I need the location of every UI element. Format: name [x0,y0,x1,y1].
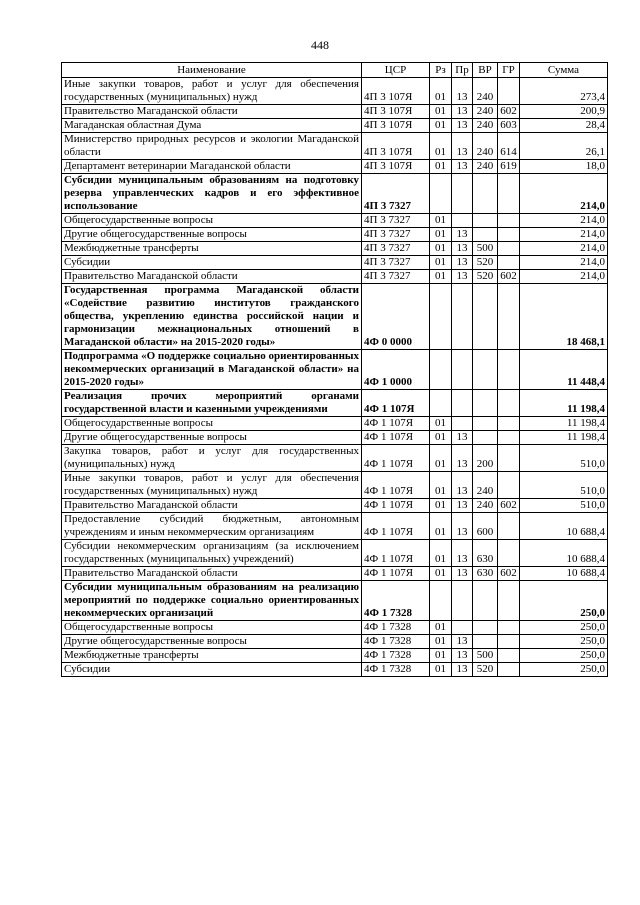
table-row [62,284,608,350]
row-vr-cell: 240 [473,472,498,499]
row-vr-cell: 500 [473,242,498,256]
row-sum-cell: 11 198,4 [520,431,608,445]
row-pr-cell: 13 [452,540,473,567]
row-name-cell: Общегосударственные вопросы [62,214,362,228]
row-csr-cell: 4Ф 1 7328 [362,635,430,649]
row-csr-cell: 4П 3 7327 [362,174,430,214]
row-gr-cell [498,350,520,390]
row-pr-cell [452,174,473,214]
row-pr-cell: 13 [452,228,473,242]
row-csr-cell: 4Ф 1 107Я [362,445,430,472]
row-vr-cell [473,581,498,621]
row-pr-cell: 13 [452,431,473,445]
table-row [62,228,608,242]
table-row [62,174,608,214]
row-rz-cell: 01 [430,635,452,649]
row-pr-cell: 13 [452,663,473,677]
row-vr-cell [473,174,498,214]
row-gr-cell: 603 [498,119,520,133]
row-pr-cell [452,581,473,621]
row-csr-cell: 4Ф 1 7328 [362,621,430,635]
row-pr-cell: 13 [452,160,473,174]
row-rz-cell: 01 [430,270,452,284]
row-pr-cell: 13 [452,635,473,649]
row-rz-cell: 01 [430,513,452,540]
table-row [62,431,608,445]
row-gr-cell: 602 [498,270,520,284]
row-gr-cell [498,472,520,499]
row-pr-cell: 13 [452,472,473,499]
row-sum-cell: 18 468,1 [520,284,608,350]
row-rz-cell: 01 [430,431,452,445]
row-csr-cell: 4Ф 1 107Я [362,567,430,581]
row-gr-cell [498,256,520,270]
header-gr: ГР [498,63,520,78]
row-rz-cell: 01 [430,417,452,431]
table-row [62,214,608,228]
row-pr-cell: 13 [452,133,473,160]
row-name-cell: Реализация прочих мероприятий органами государственной власти и казенными учреждениями [62,390,362,417]
header-rz: Рз [430,63,452,78]
row-csr-cell: 4П 3 107Я [362,105,430,119]
budget-table [61,62,608,677]
row-name-cell: Другие общегосударственные вопросы [62,431,362,445]
header-csr: ЦСР [362,63,430,78]
row-vr-cell: 520 [473,256,498,270]
row-name-cell: Министерство природных ресурсов и экологии Магаданской области [62,133,362,160]
row-vr-cell [473,228,498,242]
row-rz-cell: 01 [430,649,452,663]
row-rz-cell: 01 [430,242,452,256]
row-csr-cell: 4П 3 7327 [362,214,430,228]
row-vr-cell: 240 [473,499,498,513]
row-csr-cell: 4П 3 7327 [362,270,430,284]
row-vr-cell: 200 [473,445,498,472]
table-row [62,160,608,174]
row-rz-cell: 01 [430,472,452,499]
table-row [62,649,608,663]
row-sum-cell: 26,1 [520,133,608,160]
row-vr-cell: 240 [473,133,498,160]
row-sum-cell: 250,0 [520,635,608,649]
row-csr-cell: 4Ф 0 0000 [362,284,430,350]
row-name-cell: Правительство Магаданской области [62,567,362,581]
row-pr-cell [452,621,473,635]
row-gr-cell [498,581,520,621]
header-name: Наименование [62,63,362,78]
row-rz-cell: 01 [430,256,452,270]
row-csr-cell: 4П 3 7327 [362,256,430,270]
row-csr-cell: 4Ф 1 7328 [362,581,430,621]
row-sum-cell: 510,0 [520,445,608,472]
row-csr-cell: 4Ф 1 107Я [362,472,430,499]
row-gr-cell: 602 [498,105,520,119]
row-rz-cell: 01 [430,540,452,567]
table-row [62,256,608,270]
row-name-cell: Субсидии [62,663,362,677]
row-pr-cell [452,284,473,350]
row-vr-cell: 240 [473,105,498,119]
table-header-row [62,63,608,78]
header-sum: Сумма [520,63,608,78]
row-csr-cell: 4Ф 1 107Я [362,390,430,417]
row-sum-cell: 28,4 [520,119,608,133]
row-csr-cell: 4Ф 1 107Я [362,431,430,445]
row-sum-cell: 250,0 [520,621,608,635]
table-row [62,133,608,160]
row-gr-cell [498,649,520,663]
row-sum-cell: 10 688,4 [520,513,608,540]
header-pr: Пр [452,63,473,78]
row-vr-cell: 600 [473,513,498,540]
row-rz-cell: 01 [430,567,452,581]
row-name-cell: Закупка товаров, работ и услуг для государственных (муниципальных) нужд [62,445,362,472]
row-gr-cell [498,417,520,431]
row-gr-cell: 614 [498,133,520,160]
row-gr-cell [498,228,520,242]
row-csr-cell: 4Ф 1 107Я [362,513,430,540]
row-name-cell: Межбюджетные трансферты [62,649,362,663]
row-rz-cell: 01 [430,214,452,228]
row-sum-cell: 214,0 [520,228,608,242]
row-gr-cell [498,635,520,649]
row-csr-cell: 4П 3 107Я [362,160,430,174]
row-csr-cell: 4П 3 7327 [362,228,430,242]
row-vr-cell: 520 [473,270,498,284]
row-csr-cell: 4Ф 1 107Я [362,540,430,567]
row-gr-cell [498,284,520,350]
row-csr-cell: 4Ф 1 0000 [362,350,430,390]
row-name-cell: Правительство Магаданской области [62,499,362,513]
row-sum-cell: 214,0 [520,256,608,270]
row-vr-cell: 240 [473,160,498,174]
row-gr-cell: 602 [498,499,520,513]
row-name-cell: Правительство Магаданской области [62,270,362,284]
row-gr-cell [498,513,520,540]
row-gr-cell [498,214,520,228]
table-row [62,540,608,567]
row-gr-cell: 619 [498,160,520,174]
row-name-cell: Общегосударственные вопросы [62,621,362,635]
row-vr-cell [473,284,498,350]
row-name-cell: Департамент ветеринарии Магаданской области [62,160,362,174]
row-pr-cell: 13 [452,499,473,513]
row-csr-cell: 4Ф 1 7328 [362,663,430,677]
row-gr-cell [498,242,520,256]
row-name-cell: Другие общегосударственные вопросы [62,228,362,242]
row-rz-cell: 01 [430,499,452,513]
table-row [62,663,608,677]
row-name-cell: Магаданская областная Дума [62,119,362,133]
row-name-cell: Иные закупки товаров, работ и услуг для обеспечения государственных (муниципальных) нужд [62,472,362,499]
row-gr-cell [498,445,520,472]
table-row [62,621,608,635]
table-row [62,445,608,472]
row-sum-cell: 250,0 [520,581,608,621]
row-name-cell: Межбюджетные трансферты [62,242,362,256]
row-name-cell: Правительство Магаданской области [62,105,362,119]
row-sum-cell: 214,0 [520,242,608,256]
row-gr-cell [498,663,520,677]
row-sum-cell: 10 688,4 [520,540,608,567]
row-vr-cell [473,635,498,649]
row-name-cell: Субсидии муниципальным образованиям на реализацию мероприятий по поддержке социально ориентированных некоммерческих организаций [62,581,362,621]
row-vr-cell: 240 [473,119,498,133]
row-gr-cell [498,540,520,567]
row-sum-cell: 10 688,4 [520,567,608,581]
row-gr-cell [498,78,520,105]
row-csr-cell: 4П 3 107Я [362,119,430,133]
table-row [62,581,608,621]
row-sum-cell: 214,0 [520,214,608,228]
row-csr-cell: 4Ф 1 7328 [362,649,430,663]
row-rz-cell: 01 [430,105,452,119]
row-vr-cell: 520 [473,663,498,677]
table-row [62,270,608,284]
row-rz-cell [430,581,452,621]
row-pr-cell [452,214,473,228]
row-csr-cell: 4П 3 107Я [362,78,430,105]
row-gr-cell [498,390,520,417]
row-sum-cell: 11 448,4 [520,350,608,390]
header-vr: ВР [473,63,498,78]
table-row [62,390,608,417]
row-vr-cell [473,390,498,417]
row-vr-cell [473,214,498,228]
row-vr-cell [473,417,498,431]
row-rz-cell [430,284,452,350]
row-sum-cell: 200,9 [520,105,608,119]
row-name-cell: Государственная программа Магаданской области «Содействие развитию институтов гражданского общества, укреплению единства российской нации и гармонизации межнациональных отношений в Магаданской области» на 2015-2020 годы» [62,284,362,350]
row-vr-cell [473,350,498,390]
table-row [62,105,608,119]
table-body [62,78,608,677]
table-row [62,472,608,499]
row-vr-cell [473,621,498,635]
row-pr-cell: 13 [452,78,473,105]
row-rz-cell: 01 [430,160,452,174]
row-csr-cell: 4Ф 1 107Я [362,499,430,513]
row-name-cell: Предоставление субсидий бюджетным, автономным учреждениям и иным некоммерческим организациям [62,513,362,540]
row-pr-cell: 13 [452,119,473,133]
row-rz-cell: 01 [430,621,452,635]
row-name-cell: Подпрограмма «О поддержке социально ориентированных некоммерческих организаций в Магаданской области» на 2015-2020 годы» [62,350,362,390]
table-row [62,119,608,133]
row-rz-cell: 01 [430,119,452,133]
table-row [62,499,608,513]
row-name-cell: Субсидии некоммерческим организациям (за исключением государственных (муниципальных) учреждений) [62,540,362,567]
table-row [62,78,608,105]
row-rz-cell: 01 [430,228,452,242]
row-vr-cell: 630 [473,567,498,581]
page-number: 448 [311,38,329,52]
row-csr-cell: 4П 3 7327 [362,242,430,256]
row-name-cell: Субсидии муниципальным образованиям на подготовку резерва управленческих кадров и его эффективное использование [62,174,362,214]
row-name-cell: Другие общегосударственные вопросы [62,635,362,649]
row-gr-cell [498,174,520,214]
row-rz-cell: 01 [430,133,452,160]
row-sum-cell: 273,4 [520,78,608,105]
row-rz-cell: 01 [430,663,452,677]
row-pr-cell: 13 [452,256,473,270]
row-rz-cell [430,350,452,390]
row-pr-cell: 13 [452,649,473,663]
table-row [62,635,608,649]
row-sum-cell: 214,0 [520,174,608,214]
row-pr-cell: 13 [452,242,473,256]
row-gr-cell [498,431,520,445]
row-sum-cell: 510,0 [520,472,608,499]
row-rz-cell: 01 [430,78,452,105]
row-name-cell: Субсидии [62,256,362,270]
row-sum-cell: 214,0 [520,270,608,284]
row-pr-cell: 13 [452,105,473,119]
row-sum-cell: 250,0 [520,649,608,663]
row-pr-cell [452,417,473,431]
row-csr-cell: 4П 3 107Я [362,133,430,160]
row-csr-cell: 4Ф 1 107Я [362,417,430,431]
row-sum-cell: 510,0 [520,499,608,513]
table-row [62,513,608,540]
row-name-cell: Иные закупки товаров, работ и услуг для обеспечения государственных (муниципальных) нужд [62,78,362,105]
row-vr-cell: 240 [473,78,498,105]
row-gr-cell [498,621,520,635]
row-rz-cell [430,174,452,214]
table-row [62,242,608,256]
row-vr-cell: 630 [473,540,498,567]
row-name-cell: Общегосударственные вопросы [62,417,362,431]
row-pr-cell: 13 [452,445,473,472]
row-pr-cell [452,390,473,417]
row-sum-cell: 250,0 [520,663,608,677]
row-gr-cell: 602 [498,567,520,581]
row-sum-cell: 11 198,4 [520,390,608,417]
row-sum-cell: 18,0 [520,160,608,174]
row-vr-cell [473,431,498,445]
row-rz-cell [430,390,452,417]
row-pr-cell: 13 [452,513,473,540]
row-pr-cell: 13 [452,567,473,581]
table-row [62,567,608,581]
table-row [62,350,608,390]
table-row [62,417,608,431]
row-pr-cell: 13 [452,270,473,284]
row-pr-cell [452,350,473,390]
row-rz-cell: 01 [430,445,452,472]
row-vr-cell: 500 [473,649,498,663]
row-sum-cell: 11 198,4 [520,417,608,431]
